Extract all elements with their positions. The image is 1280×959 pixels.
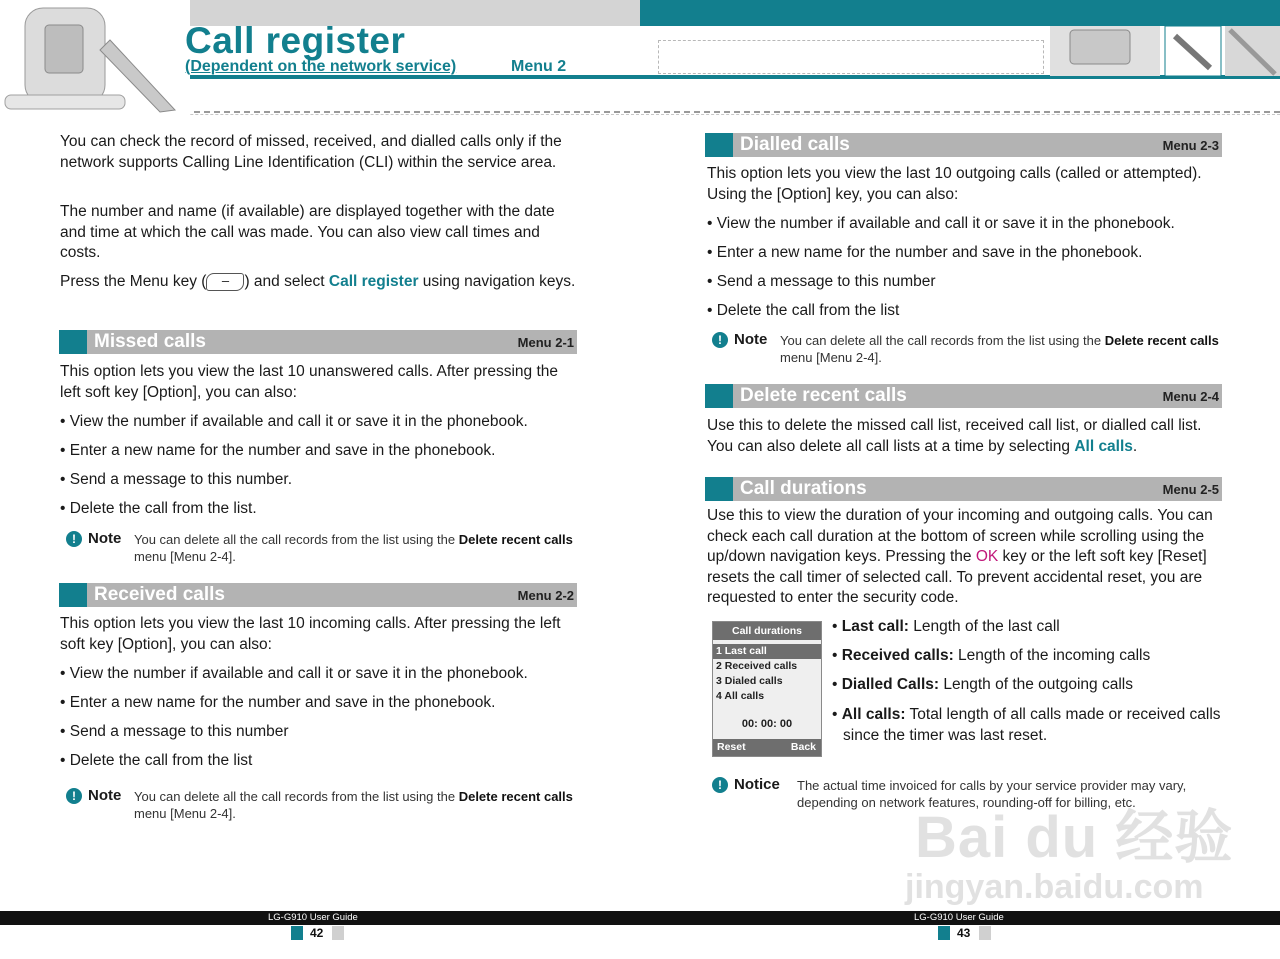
press-text-a: Press the Menu key ( bbox=[60, 273, 207, 290]
item-label: Received calls: bbox=[841, 647, 954, 664]
menu-key-icon bbox=[206, 273, 244, 291]
received-bullet-3: • Send a message to this number bbox=[60, 723, 289, 740]
durations-body bbox=[707, 506, 1227, 609]
delete-text-b: . bbox=[1132, 437, 1138, 455]
notice-label: Notice bbox=[734, 776, 780, 793]
press-menu-paragraph bbox=[60, 272, 580, 293]
missed-bullet-2: • Enter a new name for the number and save in the phonebook. bbox=[60, 442, 496, 459]
call-register-link: Call register bbox=[328, 273, 419, 290]
section-title: Dialled calls bbox=[740, 134, 850, 155]
watermark-logo: Bai du 经验 bbox=[915, 805, 1234, 870]
intro-paragraph-2: The number and name (if available) are displayed together with the date and time at which the call was made. You can also view call times and costs. bbox=[60, 203, 555, 261]
softkey-back: Back bbox=[790, 741, 816, 753]
section-title: Received calls bbox=[94, 584, 225, 605]
notice-text: The actual time invoiced for calls by your service provider may vary, depending on network features, rounding-off for billing, etc. bbox=[797, 778, 1187, 810]
received-bullet-1: • View the number if available and call it or save it in the phonebook. bbox=[60, 665, 528, 682]
note-icon: ! bbox=[66, 531, 82, 547]
section-title: Call durations bbox=[740, 478, 867, 499]
section-marker bbox=[59, 583, 87, 607]
dialled-body: This option lets you view the last 10 outgoing calls (called or attempted). Using the [Option] key, you can also: bbox=[707, 165, 1202, 203]
duration-item-dialled: • Dialled Calls: Length of the outgoing calls bbox=[832, 676, 1133, 693]
received-bullet-4: • Delete the call from the list bbox=[60, 752, 253, 769]
durations-text-a: Use this to view the duration of your incoming and outgoing calls. You can check each call duration at the bottom of screen while scrolling using the up/down navigation keys. Pressing the bbox=[707, 507, 1213, 565]
note-text-bold: Delete recent calls bbox=[458, 532, 573, 547]
missed-bullet-4: • Delete the call from the list. bbox=[60, 500, 257, 517]
header-dashed-line bbox=[0, 114, 1280, 115]
section-dialled-calls bbox=[705, 133, 1222, 157]
screen-timer: 00: 00: 00 bbox=[741, 718, 793, 730]
missed-bullet-1: • View the number if available and call it or save it in the phonebook. bbox=[60, 413, 528, 430]
section-missed-calls bbox=[59, 330, 577, 354]
duration-item-last-call: • Last call: Length of the last call bbox=[832, 618, 1060, 635]
header-dashed-line-2 bbox=[184, 111, 1280, 113]
screen-title: Call durations bbox=[713, 622, 821, 640]
section-menu-number: Menu 2-2 bbox=[517, 588, 574, 603]
press-text-b: ) and select bbox=[244, 273, 329, 290]
footer-guide-left: LG-G910 User Guide bbox=[268, 912, 358, 923]
section-marker bbox=[705, 384, 733, 408]
section-menu-number: Menu 2-4 bbox=[1162, 389, 1219, 404]
dialled-bullet-4: • Delete the call from the list bbox=[707, 302, 900, 319]
item-label: Last call: bbox=[841, 618, 909, 635]
received-bullet-2: • Enter a new name for the number and save in the phonebook. bbox=[60, 694, 496, 711]
received-note-text bbox=[134, 788, 574, 822]
intro-paragraph-1: You can check the record of missed, received, and dialled calls only if the network supports Calling Line Identification (CLI) within the service area. bbox=[60, 133, 562, 171]
press-text-c: using navigation keys. bbox=[418, 273, 576, 290]
section-call-durations bbox=[705, 477, 1222, 501]
note-text-a: You can delete all the call records from the list using the bbox=[134, 532, 459, 547]
page-subtitle: (Dependent on the network service) bbox=[185, 58, 457, 75]
note-text-bold: Delete recent calls bbox=[1104, 333, 1219, 348]
footer-bar bbox=[0, 911, 1280, 925]
watermark-url: jingyan.baidu.com bbox=[905, 868, 1204, 906]
section-marker bbox=[705, 477, 733, 501]
section-title: Delete recent calls bbox=[740, 385, 907, 406]
page-marker-left bbox=[291, 926, 303, 940]
call-durations-screen bbox=[712, 621, 822, 757]
section-marker bbox=[705, 133, 733, 157]
note-icon: ! bbox=[712, 332, 728, 348]
section-marker bbox=[59, 330, 87, 354]
dialled-bullet-1: • View the number if available and call it or save it in the phonebook. bbox=[707, 215, 1175, 232]
duration-item-received: • Received calls: Length of the incoming calls bbox=[832, 647, 1151, 664]
softkey-reset: Reset bbox=[717, 741, 746, 753]
note-text-b: menu [Menu 2-4]. bbox=[134, 549, 236, 564]
item-text: Length of the incoming calls bbox=[953, 647, 1151, 664]
screen-item-all: 4 All calls bbox=[716, 690, 765, 702]
all-calls-link: All calls bbox=[1074, 437, 1133, 455]
note-icon: ! bbox=[66, 788, 82, 804]
note-text-b: menu [Menu 2-4]. bbox=[134, 806, 236, 821]
section-menu-number: Menu 2-5 bbox=[1162, 482, 1219, 497]
item-text: Length of the last call bbox=[908, 618, 1060, 635]
received-body: This option lets you view the last 10 incoming calls. After pressing the left soft key [Option], you can also: bbox=[60, 615, 561, 653]
page-number-right: 43 bbox=[957, 926, 971, 940]
section-title: Missed calls bbox=[94, 331, 206, 352]
ok-key-label: OK bbox=[975, 548, 999, 565]
phone-thumbnails bbox=[1050, 26, 1280, 76]
dialled-bullet-2: • Enter a new name for the number and save in the phonebook. bbox=[707, 244, 1143, 261]
section-delete-recent-calls bbox=[705, 384, 1222, 408]
page-number-left: 42 bbox=[310, 926, 324, 940]
screen-item-dialed: 3 Dialed calls bbox=[716, 675, 783, 687]
note-text-a: You can delete all the call records from the list using the bbox=[780, 333, 1105, 348]
dialled-bullet-3: • Send a message to this number bbox=[707, 273, 936, 290]
missed-bullet-3: • Send a message to this number. bbox=[60, 471, 293, 488]
menu-number: Menu 2 bbox=[511, 58, 567, 75]
note-text-a: You can delete all the call records from the list using the bbox=[134, 789, 459, 804]
screen-softkeys bbox=[713, 739, 821, 756]
dialled-note-text bbox=[780, 332, 1220, 366]
section-menu-number: Menu 2-3 bbox=[1162, 138, 1219, 153]
delete-text-a: Use this to delete the missed call list, received call list, or dialled call list. You can also delete all call lists at a time by selecting bbox=[707, 417, 1202, 455]
note-label: Note bbox=[734, 331, 768, 348]
page-marker-right-gray bbox=[979, 926, 991, 940]
durations-text-b: key or the left soft key [Reset] resets the call timer of selected call. To prevent accidental reset, you are requested to enter the security code. bbox=[707, 548, 1207, 606]
menu-key-label: – bbox=[221, 272, 230, 288]
note-text-b: menu [Menu 2-4]. bbox=[780, 350, 882, 365]
note-label: Note bbox=[88, 787, 122, 804]
screen-item-received: 2 Received calls bbox=[716, 660, 798, 672]
item-label: Dialled Calls: bbox=[841, 676, 940, 693]
header-section-label: Call register bbox=[949, 45, 1036, 62]
note-label: Note bbox=[88, 530, 122, 547]
screen-item-last-call: 1 Last call bbox=[716, 645, 767, 657]
item-text: Length of the outgoing calls bbox=[939, 676, 1133, 693]
page-marker-right bbox=[938, 926, 950, 940]
notice-icon: ! bbox=[712, 777, 728, 793]
delete-body bbox=[707, 416, 1227, 457]
page-marker-left-gray bbox=[332, 926, 344, 940]
phone-illustration bbox=[0, 0, 190, 115]
duration-item-all: • All calls: Total length of all calls made or received calls since the timer was last reset. bbox=[832, 706, 1221, 744]
item-label: All calls: bbox=[841, 706, 906, 723]
section-received-calls bbox=[59, 583, 577, 607]
header-teal-band bbox=[640, 0, 1280, 26]
missed-body: This option lets you view the last 10 unanswered calls. After pressing the left soft key [Option], you can also: bbox=[60, 363, 558, 401]
footer-guide-right: LG-G910 User Guide bbox=[914, 912, 1004, 923]
missed-note-text bbox=[134, 531, 574, 565]
item-text: Total length of all calls made or received calls since the timer was last reset. bbox=[843, 706, 1221, 744]
section-menu-number: Menu 2-1 bbox=[517, 335, 574, 350]
note-text-bold: Delete recent calls bbox=[458, 789, 573, 804]
page-title: Call register bbox=[185, 20, 406, 61]
